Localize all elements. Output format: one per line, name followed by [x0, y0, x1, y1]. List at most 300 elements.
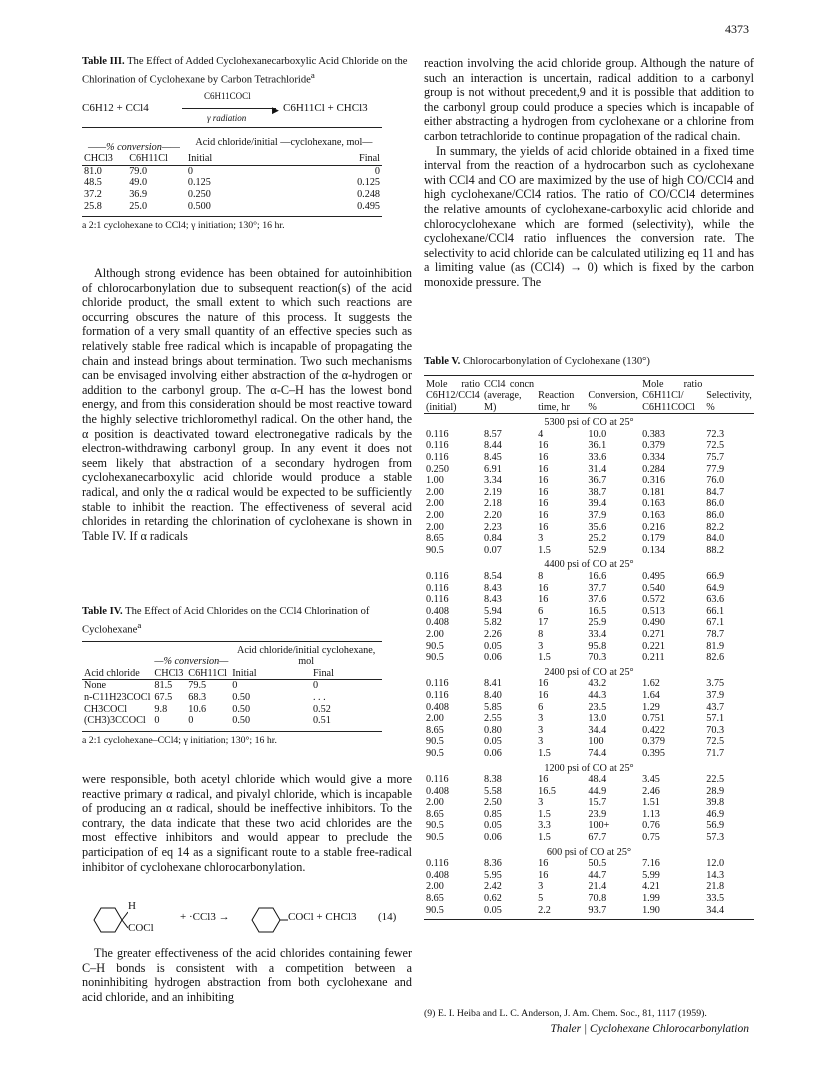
table-iii-group2: Acid chloride/initial —cyclohexane, mol—: [195, 136, 373, 148]
table-cell: 0.271: [642, 628, 665, 640]
table-cell: 16: [538, 486, 549, 498]
table-row: [424, 905, 754, 917]
table-row: [424, 594, 754, 606]
table-v-caption: [424, 356, 754, 369]
table-v-header: Selectivity, %: [706, 390, 752, 413]
table-cell: 33.5: [706, 893, 725, 905]
table-cell: 0.51: [312, 715, 331, 727]
table-cell: 16: [538, 869, 549, 881]
table-cell: 10.0: [588, 428, 607, 440]
table-row: [424, 641, 754, 653]
table-cell: 12.0: [706, 858, 725, 870]
table-cell: 57.1: [706, 713, 725, 725]
table-cell: 2.00: [426, 486, 444, 498]
table-cell: 0: [232, 680, 238, 692]
table-cell: 2.00: [426, 713, 444, 725]
table-cell: 28.9: [706, 785, 725, 797]
table-cell: 37.6: [588, 594, 607, 606]
table-cell: 16: [538, 440, 549, 452]
table-cell: 25.2: [588, 533, 607, 545]
table-cell: 2.23: [483, 521, 502, 533]
table-row: [424, 678, 754, 690]
table-iii-title: The Effect of Added Cyclohexanecarboxylic Acid Chloride on the Chlorination of Cyclohexane by Carbon Tetrachloride: [82, 56, 408, 86]
table-section-row: [424, 760, 754, 775]
table-iv-header: CHCl3: [154, 667, 184, 679]
table-iv-title: The Effect of Acid Chlorides on the CCl4 Chlorination of Cyclohexane: [82, 606, 370, 636]
table-cell: 79.5: [188, 680, 207, 692]
table-cell: 100+: [588, 820, 610, 832]
table-cell: 8.43: [483, 594, 502, 606]
eq14-reagent: + ·CCl3 →: [180, 911, 230, 923]
table-cell: 0.408: [426, 605, 449, 617]
footnote-mark: a: [137, 619, 142, 630]
eq14-h: H: [128, 900, 136, 912]
table-cell: 48.5: [84, 177, 102, 189]
table-v-label: Table V.: [424, 356, 461, 367]
table-row: [424, 452, 754, 464]
table-iii-group1: ——% conversion——: [87, 141, 180, 153]
table-cell: 16: [538, 774, 549, 786]
table-cell: 76.0: [706, 475, 725, 487]
table-cell: 88.2: [706, 544, 725, 556]
table-iii-header: Final: [359, 153, 380, 165]
table-cell: 0.490: [642, 617, 665, 629]
table-cell: 37.7: [588, 582, 607, 594]
table-cell: 6: [538, 701, 544, 713]
table-cell: 90.5: [426, 736, 444, 748]
table-iii-label: Table III.: [82, 56, 125, 67]
table-cell: 2.19: [483, 486, 502, 498]
table-cell: 50.5: [588, 858, 607, 870]
table-cell: 0.383: [642, 428, 665, 440]
table-row: [424, 652, 754, 664]
table-cell: 100: [588, 736, 604, 748]
table-cell: 86.0: [706, 510, 725, 522]
table-cell: 37.9: [706, 689, 725, 701]
table-cell: 17: [538, 617, 549, 629]
table-cell: 95.8: [588, 640, 607, 652]
table-cell: 90.5: [426, 652, 444, 664]
table-cell: 67.7: [588, 832, 607, 844]
table-row: [424, 475, 754, 487]
table-cell: 3.34: [483, 475, 502, 487]
table-cell: 3: [538, 724, 544, 736]
table-cell: 81.0: [84, 165, 102, 177]
table-cell: 16: [538, 678, 549, 690]
table-cell: 2.46: [642, 785, 660, 797]
table-cell: 66.9: [706, 571, 725, 582]
right-paragraph-1: [424, 56, 754, 290]
table-section-label: 1200 psi of CO at 25°: [544, 762, 634, 774]
table-cell: 0.250: [187, 188, 211, 200]
eq-arrowhead-icon: ▶: [272, 104, 279, 115]
paragraph-text: Although strong evidence has been obtained for autoinhibition of chlorocarbonylation due to subsequent reaction(s) of the acid chloride product, the small extent to which such reactions are occurring obscures the nature of this process. It suggests the formation of a very small quantity of an effective species such as relatively stable free radical which is incapable of propagating the chain and instead brings about termination. Two such mechanisms can be envisaged involving either abstraction of the α-hydrogen or addition to the carbonyl group. The α-C–H has the lowest bond energy, and from this consideration should be most reactive toward the highly selective trichloromethyl radical. On the other hand, the α position is deactivated toward electronegative radicals by the electron-withdrawing carbonyl group. In any event it does not seem likely that abstraction of a secondary hydrogen from cyclohexanecarboxylic acid chloride would produce a stable radical, and only the α radical would be expected to be sufficiently stable to inhibit the reaction. The effectiveness of several acid chlorides in retarding the chlorination of cyclohexane is shown in Table IV. If α radicals: [82, 266, 412, 543]
table-cell: 38.7: [588, 486, 607, 498]
table-iii-header: CHCl3: [84, 153, 113, 165]
table-cell: 0.408: [426, 785, 449, 797]
table-cell: 0.500: [187, 200, 211, 212]
table-iii-header: Initial: [187, 153, 213, 165]
table-cell: 16: [538, 452, 549, 464]
table-cell: 8.65: [426, 533, 444, 545]
table-row: [424, 571, 754, 583]
table-cell: 0.216: [642, 521, 665, 533]
table-cell: 8.36: [483, 858, 502, 870]
table-row: [424, 629, 754, 641]
table-cell: 1.13: [642, 808, 660, 820]
table-cell: 0.75: [642, 832, 660, 844]
table-cell: 5.58: [483, 785, 502, 797]
eq14-number: (14): [378, 911, 397, 923]
table-cell: 0.06: [483, 832, 502, 844]
table-cell: 48.4: [588, 774, 607, 786]
table-cell: 8.65: [426, 724, 444, 736]
table-cell: 0.116: [426, 858, 449, 870]
table-cell: 16: [538, 463, 549, 475]
table-cell: 23.5: [588, 701, 607, 713]
table-row: [424, 713, 754, 725]
table-iv-group1: —% conversion—: [154, 655, 229, 667]
table-cell: 8.41: [483, 678, 502, 690]
table-cell: 8.57: [483, 428, 502, 440]
table-cell: 2.42: [483, 881, 502, 893]
footnote-mark: a: [310, 69, 315, 80]
table-cell: 82.2: [706, 521, 725, 533]
table-cell: 0.540: [642, 582, 665, 594]
table-cell: 0.250: [426, 463, 449, 475]
table-cell: 8.38: [483, 774, 502, 786]
cyclohexyl-radical-icon: [248, 902, 288, 938]
table-v-header: Mole ratio C6H12/CCl4 (initial): [426, 378, 480, 413]
table-section-label: 4400 psi of CO at 25°: [544, 559, 634, 571]
table-cell: 68.3: [188, 691, 207, 703]
table-row: [424, 736, 754, 748]
table-iv-header: Final: [312, 667, 334, 679]
table-cell: 44.3: [588, 689, 607, 701]
eq-catalyst: C6H11COCl: [204, 90, 251, 101]
table-cell: 0.06: [483, 747, 502, 759]
table-row: [82, 177, 382, 189]
table-cell: 2.2: [538, 904, 551, 916]
table-cell: 0.116: [426, 689, 449, 701]
table-cell: 63.6: [706, 594, 725, 606]
table-cell: 0.116: [426, 428, 449, 440]
table-cell: 0.80: [483, 724, 502, 736]
table-section-row: [424, 664, 754, 679]
table-row: [82, 165, 382, 177]
table-cell: 44.9: [588, 785, 607, 797]
table-section-label: 600 psi of CO at 25°: [546, 846, 632, 858]
table-cell: 81.5: [154, 680, 173, 692]
table-cell: 1.5: [538, 544, 551, 556]
table-section-row: [424, 844, 754, 859]
table-cell: 70.3: [706, 724, 725, 736]
table-cell: 3: [538, 736, 544, 748]
table-cell: 36.9: [129, 188, 148, 200]
table-cell: 0.116: [426, 774, 449, 786]
eq-condition: γ radiation: [207, 112, 247, 123]
table-row: [424, 522, 754, 534]
table-cell: 16: [538, 521, 549, 533]
table-cell: 90.5: [426, 832, 444, 844]
table-cell: 71.7: [706, 747, 725, 759]
table-cell: 34.4: [588, 724, 607, 736]
table-cell: 0.181: [642, 486, 665, 498]
table-cell: 0.316: [642, 475, 665, 487]
table-v-bottom-rule: [424, 919, 754, 920]
table-cell: 72.5: [706, 736, 725, 748]
table-cell: 1.29: [642, 701, 660, 713]
table-cell: 4: [538, 428, 544, 440]
table-iv-label: Table IV.: [82, 606, 123, 617]
table-cell: 72.3: [706, 428, 725, 440]
table-cell: 6.91: [483, 463, 502, 475]
table-cell: 84.7: [706, 486, 725, 498]
paragraph-text: reaction involving the acid chloride group. Although the nature of such an interaction is uncertain, radical addition to a carbonyl group is not without precedent,9 and it is possible that addition to the carbonyl group could produce a species which is incapable of either abstracting a hydrogen from cyclohexane or a chlorine from carbon tetrachloride to continue propagation of the radical chain.: [424, 56, 754, 143]
table-cell: 16.5: [538, 785, 556, 797]
table-cell: 16: [538, 582, 549, 594]
table-cell: 3.3: [538, 820, 551, 832]
table-row: [82, 680, 382, 692]
table-cell: 0.284: [642, 463, 665, 475]
table-cell: 0.751: [642, 713, 665, 725]
table-row: [424, 893, 754, 905]
table-cell: 90.5: [426, 820, 444, 832]
footnote-9: (9) E. I. Heiba and L. C. Anderson, J. Am. Chem. Soc., 81, 1117 (1959).: [424, 1008, 707, 1019]
table-cell: 2.26: [483, 628, 502, 640]
table-row: [424, 464, 754, 476]
table-cell: 3: [538, 797, 544, 809]
table-cell: 33.4: [588, 628, 607, 640]
table-iii-data: [82, 127, 382, 213]
table-row: [82, 715, 382, 727]
table-cell: 37.2: [84, 188, 102, 200]
table-cell: 81.9: [706, 640, 725, 652]
table-cell: 1.5: [538, 832, 551, 844]
table-cell: 0.179: [642, 533, 665, 545]
table-row: [424, 487, 754, 499]
table-section-label: 2400 psi of CO at 25°: [544, 666, 634, 678]
table-cell: 3: [538, 533, 544, 545]
table-cell: 0.05: [483, 736, 502, 748]
table-row: [82, 201, 382, 213]
table-cell: 70.3: [588, 652, 607, 664]
table-cell: 16.5: [588, 605, 607, 617]
table-row: [424, 702, 754, 714]
table-cell: 2.00: [426, 797, 444, 809]
table-cell: 3: [538, 881, 544, 893]
table-cell: 93.7: [588, 904, 607, 916]
table-cell: 0.495: [357, 200, 380, 212]
table-v-header: Reaction time, hr: [538, 390, 575, 413]
table-section-label: 5300 psi of CO at 25°: [544, 417, 634, 429]
table-iv-header: Initial: [232, 667, 257, 679]
table-cell: 0.395: [642, 747, 665, 759]
table-v: [424, 356, 754, 920]
table-v-title: Chlorocarbonylation of Cyclohexane (130°): [462, 356, 650, 367]
table-cell: 1.62: [642, 678, 660, 690]
table-iv-data: [82, 641, 382, 727]
table-cell: 5: [538, 893, 544, 905]
table-row: [82, 692, 382, 704]
table-cell: 13.0: [588, 713, 607, 725]
table-cell: 0.211: [642, 652, 665, 664]
table-cell: 36.7: [588, 475, 607, 487]
table-row: [424, 725, 754, 737]
table-row: [424, 429, 754, 441]
table-cell: 0.116: [426, 582, 449, 594]
left-paragraph-3: [82, 946, 412, 1004]
table-cell: 5.95: [483, 869, 502, 881]
table-cell: 0.06: [483, 652, 502, 664]
table-cell: (CH3)3CCOCl: [84, 715, 146, 727]
table-cell: 43.7: [706, 701, 725, 713]
table-cell: . . .: [312, 691, 326, 703]
table-row: [424, 510, 754, 522]
table-cell: 0: [374, 165, 380, 177]
table-section-row: [424, 556, 754, 571]
table-cell: 8: [538, 628, 544, 640]
table-cell: 0.05: [483, 820, 502, 832]
eq-products: C6H11Cl + CHCl3: [283, 101, 368, 114]
table-row: [424, 870, 754, 882]
table-iv: [82, 606, 412, 747]
table-cell: 79.0: [129, 165, 148, 177]
table-cell: 16.6: [588, 571, 607, 582]
table-row: [82, 189, 382, 201]
table-cell: 67.1: [706, 617, 725, 629]
table-cell: CH3COCl: [84, 703, 128, 715]
table-cell: 2.00: [426, 510, 444, 522]
table-row: [424, 440, 754, 452]
table-cell: 0.134: [642, 544, 665, 556]
table-cell: 1.5: [538, 747, 551, 759]
table-cell: 2.20: [483, 510, 502, 522]
table-cell: 78.7: [706, 628, 725, 640]
table-iv-group2: Acid chloride/initial cyclohexane, mol: [236, 644, 376, 668]
paragraph-text: The greater effectiveness of the acid chlorides containing fewer C–H bonds is consistent with a competition between a noninhibiting hydrogen abstraction from both cyclohexane and acid chloride, and an inhibiting: [82, 946, 412, 1004]
table-cell: 0.50: [232, 691, 251, 703]
table-cell: 5.85: [483, 701, 502, 713]
table-cell: 39.8: [706, 797, 725, 809]
table-cell: 0.495: [642, 571, 665, 582]
table-cell: 0.07: [483, 544, 502, 556]
table-cell: 36.1: [588, 440, 607, 452]
table-cell: 1.90: [642, 904, 660, 916]
table-cell: 8.65: [426, 893, 444, 905]
table-cell: 52.9: [588, 544, 607, 556]
paragraph-text: In summary, the yields of acid chloride obtained in a fixed time interval from the reaction of a hydrocarbon such as cyclohexane with CCl4 and CO are maximized by the use of high CO/CCl4 and high cyclohexane/CCl4 ratios. The ratio of CO/CCl4 determines the relative amounts of cyclohexane-carboxylic acid chloride and chlorocyclohexane which are formed (selectivity), while the cyclohexane/CCl4 ratio influences the conversion rate. The selectivity to acid chloride can be calculated utilizing eq 11 and has a limiting value (as (CCl4) → 0) which is fixed by the carbon monoxide pressure. The: [424, 143, 754, 289]
table-cell: 0.116: [426, 440, 449, 452]
table-cell: 70.8: [588, 893, 607, 905]
table-cell: 90.5: [426, 747, 444, 759]
table-v-header: Conversion, %: [588, 390, 638, 413]
left-paragraph-1: [82, 266, 412, 543]
table-cell: 1.5: [538, 652, 551, 664]
table-row: [424, 797, 754, 809]
table-cell: 25.0: [129, 200, 148, 212]
table-cell: 90.5: [426, 904, 444, 916]
table-iv-caption: [82, 606, 412, 637]
table-cell: 66.1: [706, 605, 725, 617]
table-cell: 8.44: [483, 440, 502, 452]
table-cell: 0.513: [642, 605, 665, 617]
table-iii-caption: [82, 56, 412, 87]
table-cell: 2.00: [426, 628, 444, 640]
table-cell: 21.8: [706, 881, 725, 893]
eq-reactants: C6H12 + CCl4: [82, 101, 149, 114]
table-row: [424, 533, 754, 545]
table-cell: 0.248: [357, 188, 380, 200]
table-cell: 2.55: [483, 713, 502, 725]
table-cell: 16: [538, 498, 549, 510]
table-row: [424, 498, 754, 510]
table-cell: 8.45: [483, 452, 502, 464]
table-cell: 0.334: [642, 452, 665, 464]
table-cell: 90.5: [426, 640, 444, 652]
table-cell: 0.50: [232, 715, 251, 727]
table-iv-header: C6H11Cl: [188, 667, 227, 679]
table-cell: 21.4: [588, 881, 607, 893]
table-v-header: Mole ratio C6H11Cl/ C6H11COCl: [642, 378, 703, 413]
table-cell: 16: [538, 475, 549, 487]
table-cell: 8.40: [483, 689, 502, 701]
table-cell: 8.65: [426, 808, 444, 820]
table-v-data: [424, 375, 754, 917]
table-cell: 0.116: [426, 452, 449, 464]
table-cell: 8: [538, 571, 544, 582]
table-row: [424, 748, 754, 760]
left-paragraph-2: [82, 772, 412, 874]
table-cell: 1.5: [538, 808, 551, 820]
table-cell: 74.4: [588, 747, 607, 759]
table-cell: 0.125: [187, 177, 211, 189]
table-cell: 0.05: [483, 904, 502, 916]
table-cell: 0.52: [312, 703, 331, 715]
table-cell: 7.16: [642, 858, 660, 870]
table-row: [424, 786, 754, 798]
table-cell: 75.7: [706, 452, 725, 464]
table-cell: 33.6: [588, 452, 607, 464]
table-iv-header: Acid chloride: [84, 667, 140, 679]
table-cell: 2.50: [483, 797, 502, 809]
table-cell: 0: [154, 715, 160, 727]
table-row: [424, 774, 754, 786]
table-cell: 0.422: [642, 724, 665, 736]
table-cell: 16: [538, 510, 549, 522]
table-cell: n-C11H23COCl: [84, 691, 151, 703]
table-cell: 0.84: [483, 533, 502, 545]
table-cell: 2.00: [426, 881, 444, 893]
table-cell: 3: [538, 713, 544, 725]
table-cell: 23.9: [588, 808, 607, 820]
table-cell: 9.8: [154, 703, 168, 715]
table-cell: 2.00: [426, 521, 444, 533]
table-cell: 25.9: [588, 617, 607, 629]
table-cell: 46.9: [706, 808, 725, 820]
eq14-cocl: COCl: [128, 922, 154, 934]
table-cell: 44.7: [588, 869, 607, 881]
table-iii: [82, 56, 412, 232]
table-cell: 5.82: [483, 617, 502, 629]
table-row: [424, 832, 754, 844]
table-cell: 2.18: [483, 498, 502, 510]
table-row: [424, 545, 754, 557]
table-cell: 37.9: [588, 510, 607, 522]
table-cell: 0.62: [483, 893, 502, 905]
table-row: [424, 881, 754, 893]
table-row: [424, 820, 754, 832]
